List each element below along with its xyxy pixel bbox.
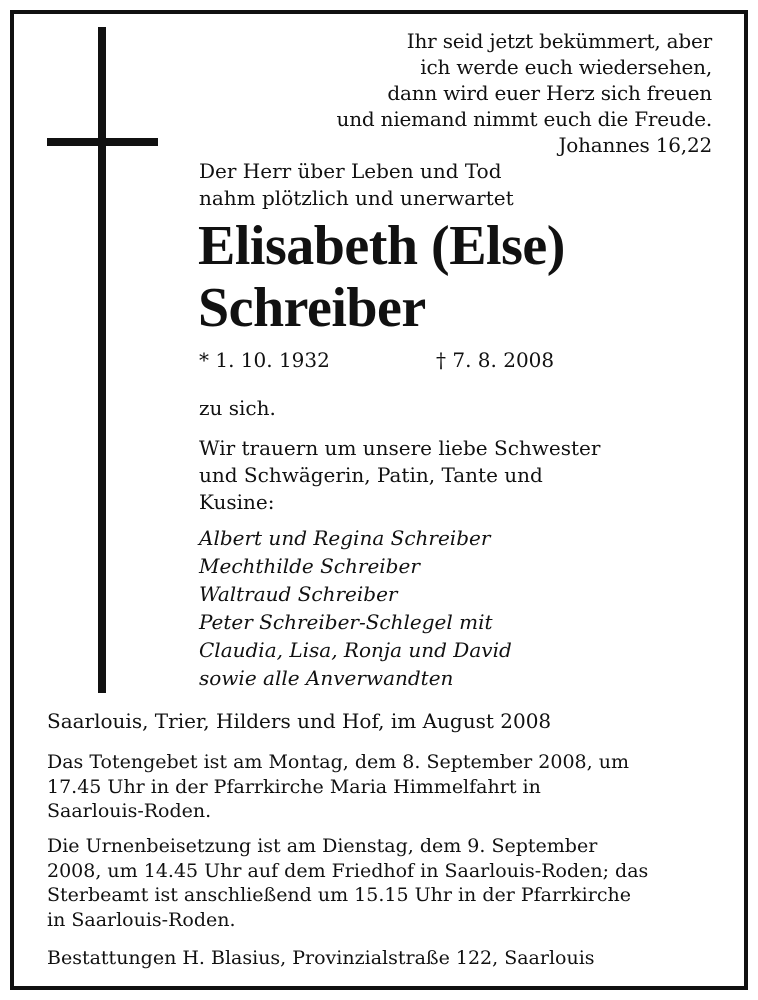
verse-reference: Johannes 16,22 <box>558 133 712 157</box>
family-member: Claudia, Lisa, Ronja und David <box>199 638 512 662</box>
death-date: † 7. 8. 2008 <box>436 348 555 372</box>
family-member: Waltraud Schreiber <box>199 582 398 606</box>
family-member: Albert und Regina Schreiber <box>199 526 491 550</box>
family-list <box>199 524 512 692</box>
burial-line: 2008, um 14.45 Uhr auf dem Friedhof in Saarlouis-Roden; das <box>47 859 649 882</box>
cross-icon <box>98 27 106 693</box>
cross-icon-bar <box>47 138 158 146</box>
prayer-line: Saarlouis-Roden. <box>47 800 212 822</box>
family-member: Mechthilde Schreiber <box>199 554 420 578</box>
verse-line: dann wird euer Herz sich freuen <box>387 81 712 105</box>
mourning-line: Wir trauern um unsere liebe Schwester <box>199 436 601 460</box>
deceased-name-line2: Schreiber <box>198 277 426 339</box>
verse-line: ich werde euch wiedersehen, <box>420 55 712 79</box>
mourning-line: und Schwägerin, Patin, Tante und <box>199 463 543 487</box>
verse-line: und niemand nimmt euch die Freude. <box>336 107 712 131</box>
place-date: Saarlouis, Trier, Hilders und Hof, im August 2008 <box>47 709 552 733</box>
burial-line: in Saarlouis-Roden. <box>47 908 236 931</box>
family-member: Peter Schreiber-Schlegel mit <box>199 610 493 634</box>
undertaker-info: Bestattungen H. Blasius, Provinzialstraße 122, Saarlouis <box>47 947 595 969</box>
intro-text <box>199 158 514 212</box>
burial-line: Sterbeamt ist anschließend um 15.15 Uhr in der Pfarrkirche <box>47 884 631 906</box>
bible-verse <box>337 28 712 158</box>
prayer-line: 17.45 Uhr in der Pfarrkirche Maria Himmelfahrt in <box>47 775 541 798</box>
prayer-line: Das Totengebet ist am Montag, dem 8. September 2008, um <box>47 751 629 773</box>
birth-date: * 1. 10. 1932 <box>199 348 330 372</box>
deceased-name-line1: Elisabeth (Else) <box>198 215 565 277</box>
burial-line: Die Urnenbeisetzung ist am Dienstag, dem 9. September <box>47 835 598 857</box>
intro-line: Der Herr über Leben und Tod <box>199 159 502 183</box>
verse-line: Ihr seid jetzt bekümmert, aber <box>406 29 712 53</box>
family-member: sowie alle Anverwandten <box>199 666 454 690</box>
mourning-line: Kusine: <box>199 490 275 514</box>
intro-line: nahm plötzlich und unerwartet <box>199 186 514 210</box>
mourning-text <box>199 435 600 516</box>
zu-sich-text: zu sich. <box>199 396 276 420</box>
prayer-notice <box>47 750 629 824</box>
deceased-name <box>198 215 565 339</box>
burial-notice <box>47 834 648 932</box>
